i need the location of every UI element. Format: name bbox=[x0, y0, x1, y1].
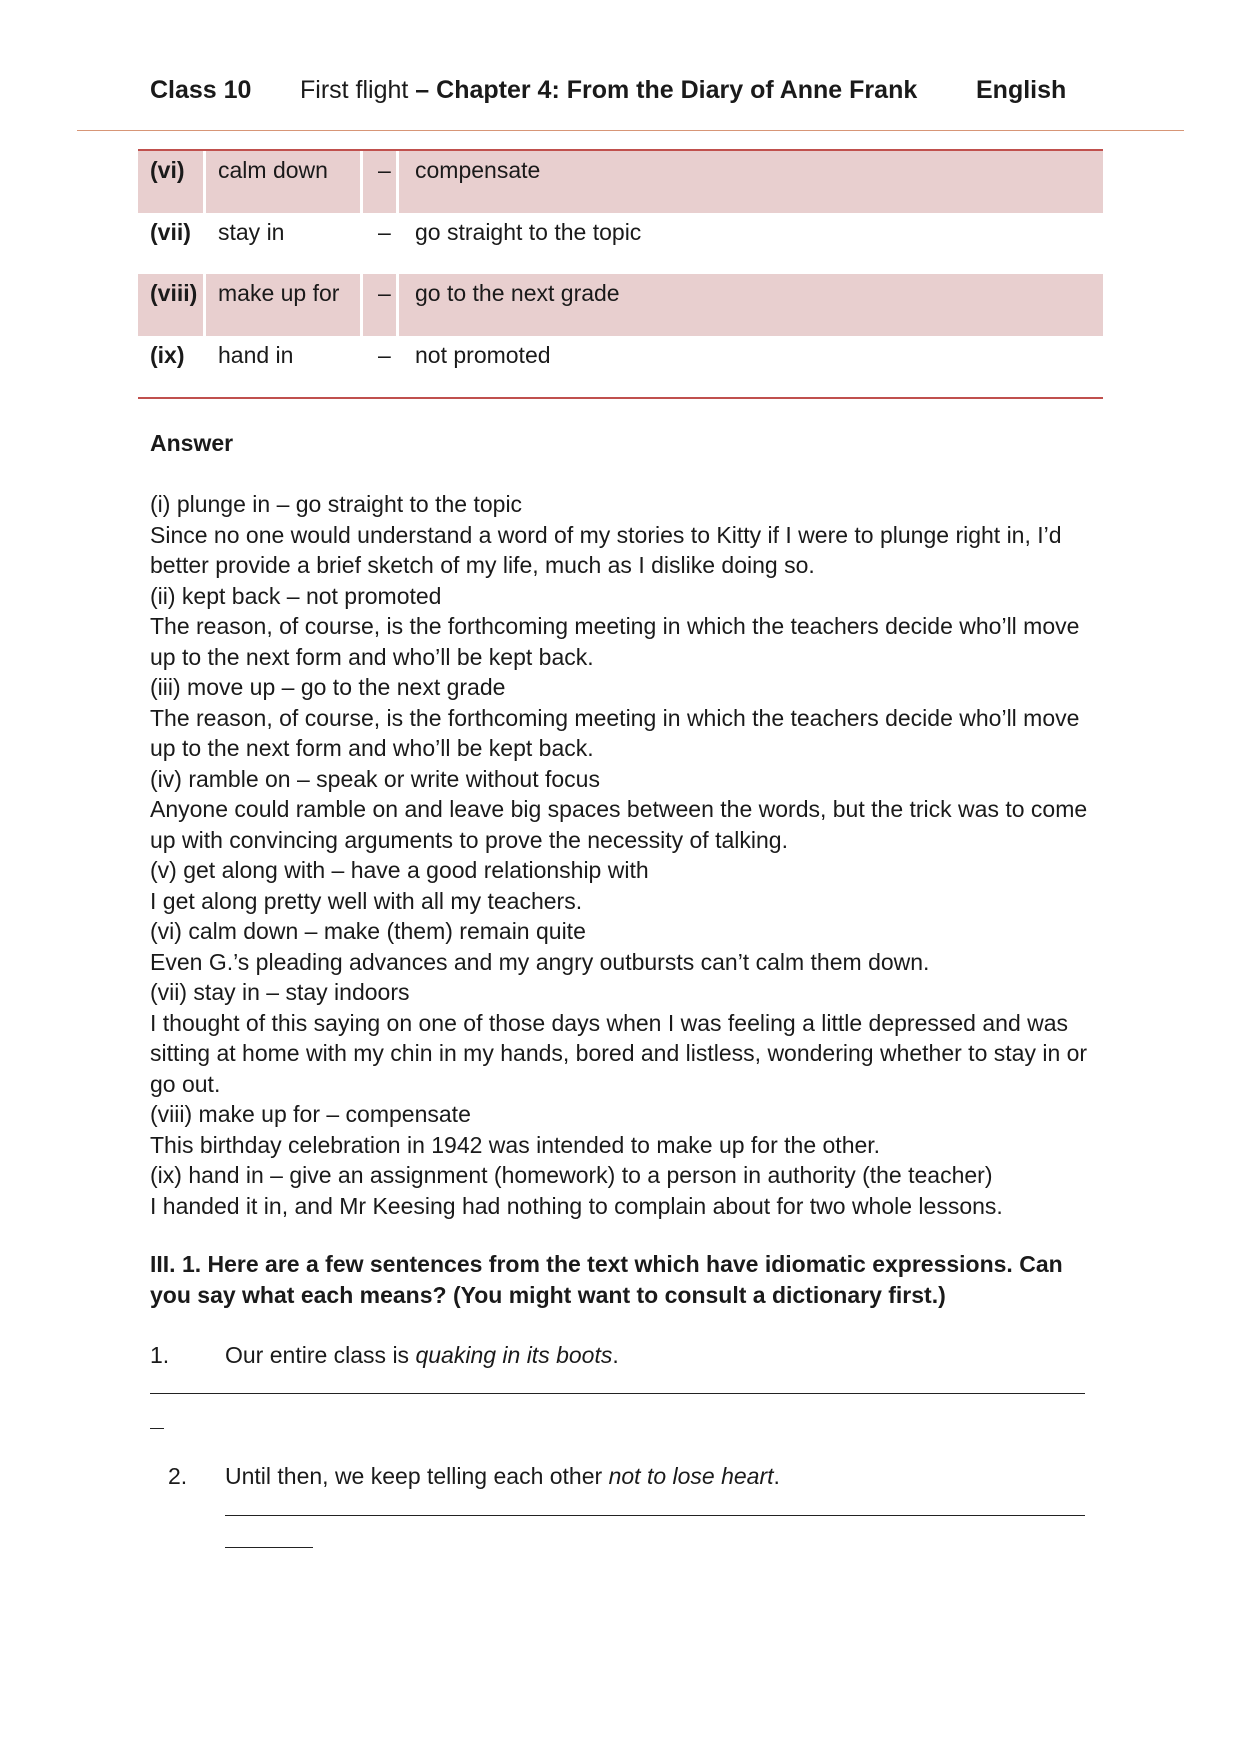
answer-blank-line[interactable] bbox=[150, 1393, 1085, 1394]
table-row bbox=[138, 213, 1103, 275]
header-divider bbox=[77, 130, 1184, 131]
answer-line: I get along pretty well with all my teachers. bbox=[150, 887, 583, 914]
answer-line: I handed it in, and Mr Keesing had nothing to complain about for two whole lessons. bbox=[150, 1192, 1003, 1219]
column-gap bbox=[396, 274, 399, 336]
row-number: (vii) bbox=[150, 218, 191, 245]
table-row bbox=[138, 274, 1103, 336]
row-phrase: hand in bbox=[218, 341, 294, 368]
answer-blank-line[interactable] bbox=[150, 1428, 164, 1429]
answer-line: Even G.’s pleading advances and my angry outbursts can’t calm them down. bbox=[150, 948, 930, 975]
header-book: First flight bbox=[300, 76, 416, 104]
idiom: quaking in its boots bbox=[415, 1342, 613, 1368]
answer-line: This birthday celebration in 1942 was intended to make up for the other. bbox=[150, 1131, 881, 1158]
answer-heading: Answer bbox=[150, 430, 234, 456]
row-dash: – bbox=[378, 341, 391, 368]
row-dash: – bbox=[378, 157, 391, 183]
column-gap bbox=[203, 274, 206, 336]
answer-line: Anyone could ramble on and leave big spaces between the words, but the trick was to come up with convincing arguments to prove the necessity of talking. bbox=[150, 796, 1088, 853]
answer-body bbox=[150, 489, 1100, 1221]
row-meaning: not promoted bbox=[415, 341, 551, 368]
question-number: 2. bbox=[168, 1463, 188, 1489]
row-meaning: go to the next grade bbox=[415, 280, 620, 306]
answer-line: (iii) move up – go to the next grade bbox=[150, 674, 506, 700]
column-gap bbox=[396, 151, 399, 213]
answer-line: (v) get along with – have a good relationship with bbox=[150, 857, 649, 883]
row-phrase: stay in bbox=[218, 218, 285, 245]
answer-blank-line[interactable] bbox=[225, 1547, 313, 1548]
question-item bbox=[168, 1461, 780, 1491]
header-subject: English bbox=[976, 76, 1067, 104]
row-dash: – bbox=[378, 218, 391, 245]
row-number: (vi) bbox=[150, 157, 185, 183]
header-chapter: – Chapter 4: From the Diary of Anne Frank bbox=[415, 76, 918, 104]
answer-line: (i) plunge in – go straight to the topic bbox=[150, 491, 523, 517]
column-gap bbox=[360, 151, 363, 213]
header-title bbox=[300, 74, 917, 106]
answer-line: The reason, of course, is the forthcoming meeting in which the teachers decide who’ll move up to the next form and who’ll be kept back. bbox=[150, 704, 1080, 761]
row-number: (ix) bbox=[150, 341, 185, 368]
row-dash: – bbox=[378, 280, 391, 306]
answer-blank-line[interactable] bbox=[225, 1515, 1085, 1516]
phrase-table bbox=[138, 149, 1103, 399]
answer-line: (viii) make up for – compensate bbox=[150, 1101, 471, 1127]
table-row bbox=[138, 336, 1103, 398]
row-meaning: go straight to the topic bbox=[415, 218, 642, 245]
idiom: not to lose heart bbox=[608, 1463, 774, 1489]
answer-line: (ix) hand in – give an assignment (homework) to a person in authority (the teacher) bbox=[150, 1162, 993, 1188]
answer-line: (ii) kept back – not promoted bbox=[150, 582, 442, 609]
column-gap bbox=[360, 274, 363, 336]
question-item bbox=[150, 1340, 619, 1370]
row-phrase: make up for bbox=[218, 280, 340, 306]
row-phrase: calm down bbox=[218, 157, 328, 183]
question-text: Our entire class is quaking in its boots. bbox=[225, 1342, 619, 1368]
column-gap bbox=[203, 151, 206, 213]
question-number: 1. bbox=[150, 1342, 170, 1368]
answer-line: I thought of this saying on one of those days when I was feeling a little depressed and was sitting at home with my chin in my hands, bored and listless, wondering whether to stay in or go out. bbox=[150, 1009, 1088, 1097]
row-meaning: compensate bbox=[415, 157, 541, 183]
table-row bbox=[138, 151, 1103, 213]
header-class: Class 10 bbox=[150, 76, 252, 104]
answer-line: Since no one would understand a word of my stories to Kitty if I were to plunge right in, I’d better provide a brief sketch of my life, much as I dislike doing so. bbox=[150, 521, 1062, 578]
answer-line: (vi) calm down – make (them) remain quite bbox=[150, 918, 586, 944]
question-heading: III. 1. Here are a few sentences from the text which have idiomatic expressions. Can you say what each means? (You might want to consult a dictionary first.) bbox=[150, 1251, 1063, 1308]
answer-line: (iv) ramble on – speak or write without focus bbox=[150, 765, 600, 792]
question-text: Until then, we keep telling each other not to lose heart. bbox=[225, 1463, 780, 1489]
answer-line: The reason, of course, is the forthcoming meeting in which the teachers decide who’ll move up to the next form and who’ll be kept back. bbox=[150, 613, 1080, 670]
row-number: (viii) bbox=[150, 280, 198, 306]
answer-line: (vii) stay in – stay indoors bbox=[150, 979, 410, 1005]
